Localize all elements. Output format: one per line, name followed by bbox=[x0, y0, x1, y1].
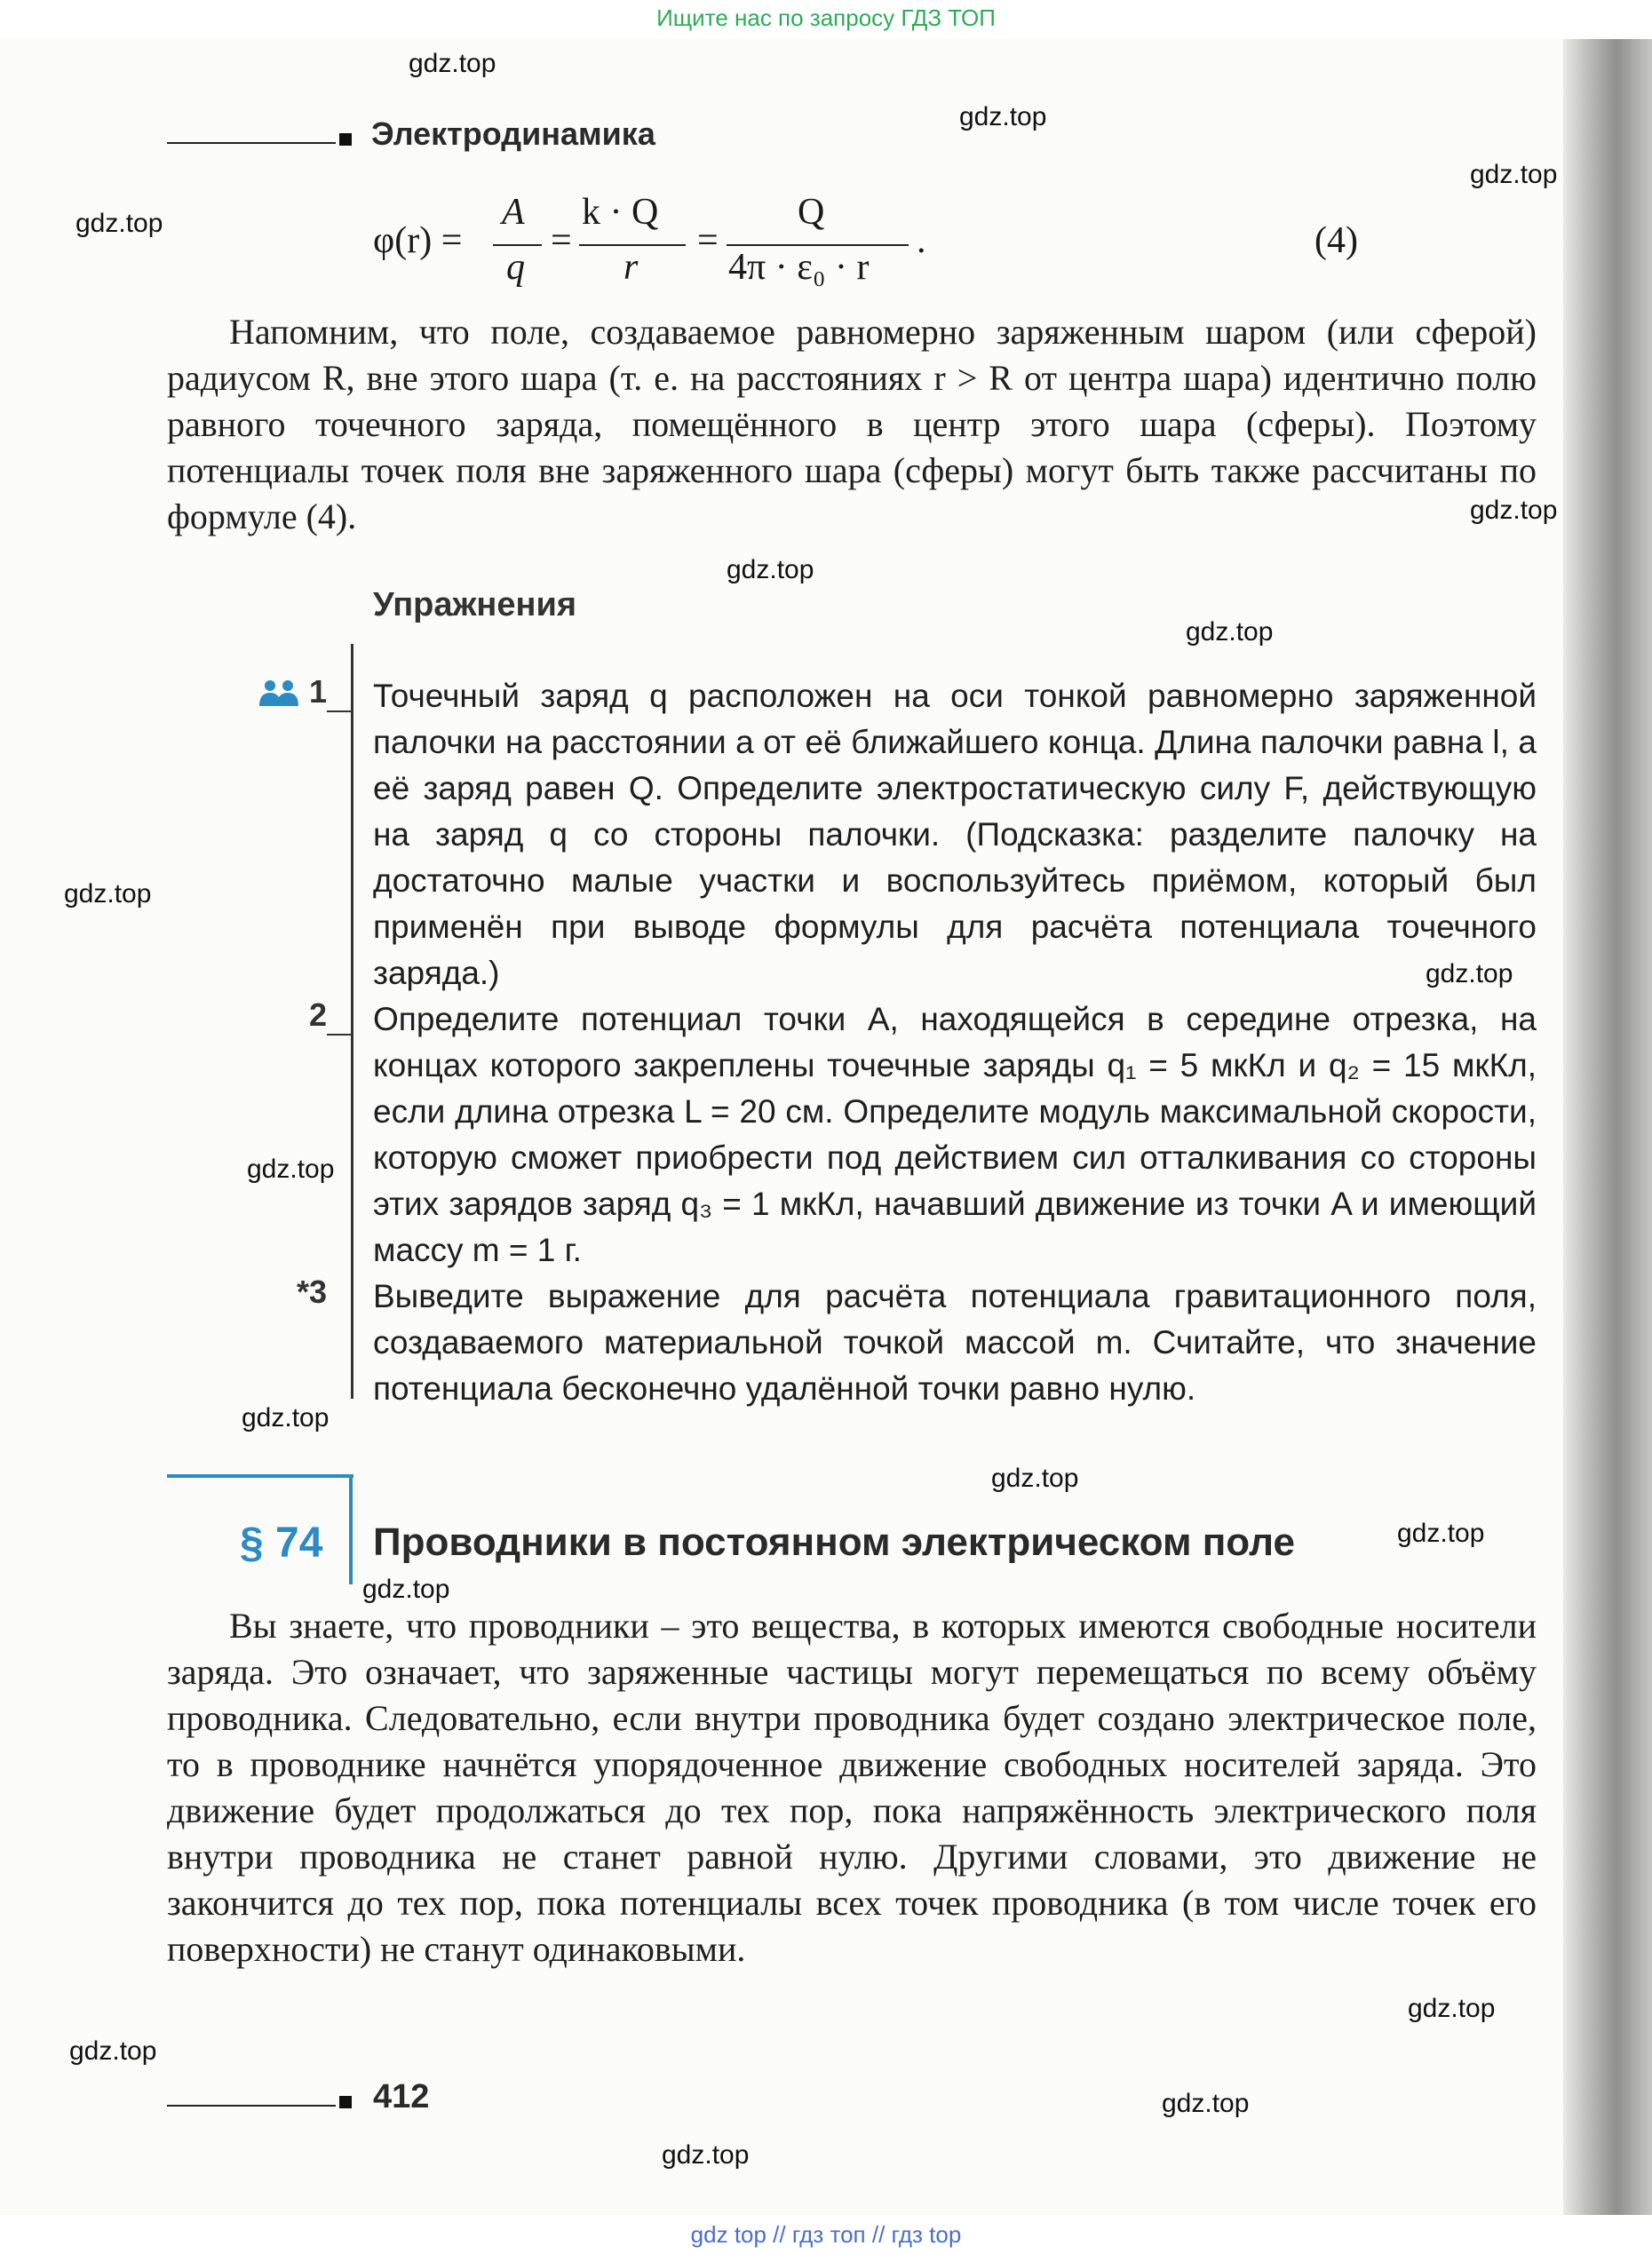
watermark: gdz.top bbox=[959, 102, 1047, 131]
top-banner[interactable]: Ищите нас по запросу ГДЗ ТОП bbox=[656, 4, 996, 31]
watermark: gdz.top bbox=[64, 879, 152, 909]
frac3-numerator: Q bbox=[798, 192, 825, 233]
watermark: gdz.top bbox=[991, 1464, 1079, 1493]
watermark: gdz.top bbox=[1470, 160, 1558, 189]
exercise-3-body: Выведите выражение для расчёта потенциала гравитационного поля, создаваемого материальной точкой массой m. Считайте, что значение потенциала бесконечно удалённой точки равно нулю. bbox=[373, 1278, 1537, 1407]
exercise-number-rule bbox=[327, 710, 352, 712]
watermark: gdz.top bbox=[69, 2036, 157, 2066]
footer-rule bbox=[167, 2105, 336, 2107]
exercise-2-body: Определите потенциал точки A, находящейся в середине отрезка, на концах которого закреплены точечные заряды q₁ = 5 мкКл и q₂ = 15 мкКл, если длина отрезка L = 20 см. Определите модуль максимальной скорости, которую сможет приобрести под действием сил отталкивания со стороны этих зарядов заряд q₃ = 1 мкКл, начавший движение из точки A и имеющий массу m = 1 г. bbox=[373, 1001, 1537, 1268]
bottom-banner[interactable]: gdz top // гдз топ // гдз top bbox=[0, 2215, 1652, 2254]
exercise-number: 2 bbox=[308, 996, 327, 1033]
exercise-2-text bbox=[373, 996, 1537, 1274]
formula-lhs: φ(r) = bbox=[373, 220, 463, 261]
watermark: gdz.top bbox=[1397, 1519, 1485, 1548]
watermark: gdz.top bbox=[247, 1155, 335, 1184]
page-number: 412 bbox=[373, 2078, 430, 2115]
frac1-numerator: A bbox=[502, 192, 525, 233]
equation-number: (4) bbox=[1314, 220, 1358, 261]
exercise-1-text bbox=[373, 673, 1537, 996]
section-number: § 74 bbox=[240, 1520, 323, 1567]
exercise-number: 1 bbox=[308, 673, 327, 710]
exercises-title: Упражнения bbox=[373, 586, 577, 623]
header-square-icon bbox=[339, 133, 352, 146]
header-rule bbox=[167, 142, 336, 144]
formula-4 bbox=[373, 191, 1528, 293]
section-body bbox=[167, 1603, 1537, 1972]
exercise-number-rule bbox=[327, 1034, 352, 1036]
watermark: gdz.top bbox=[662, 2140, 750, 2170]
paragraph-1: Напомним, что поле, создаваемое равномерно заряженным шаром (или сферой) радиусом R, вне этого шара (т. е. на расстояниях r > R от центра шара) идентично полю равного точечного заряда, помещённого в центр этого шара (сферы). Поэтому потенциалы точек поля вне заряженного шара (сферы) могут быть также рассчитаны по формуле (4). bbox=[167, 312, 1537, 536]
watermark: gdz.top bbox=[1186, 617, 1274, 647]
book-spine-shadow bbox=[1563, 39, 1652, 2215]
exercises-vertical-rule bbox=[351, 644, 353, 1399]
equals-sign: = bbox=[551, 220, 572, 261]
frac1-denominator: q bbox=[506, 247, 525, 288]
frac2-denominator: r bbox=[623, 247, 639, 288]
watermark: gdz.top bbox=[1162, 2089, 1250, 2118]
watermark: gdz.top bbox=[1426, 959, 1513, 988]
watermark: gdz.top bbox=[1408, 1994, 1496, 2023]
frac3-denominator: 4π · ε₀ · r bbox=[728, 247, 870, 288]
paragraph-body bbox=[167, 309, 1537, 540]
watermark: gdz.top bbox=[75, 209, 163, 238]
watermark: gdz.top bbox=[409, 49, 496, 78]
watermark: gdz.top bbox=[1470, 496, 1558, 525]
footer-square-icon bbox=[339, 2096, 352, 2108]
exercise-number: *3 bbox=[296, 1274, 327, 1310]
watermark: gdz.top bbox=[242, 1403, 330, 1433]
exercise-3-text bbox=[373, 1274, 1537, 1412]
equals-sign: = bbox=[697, 220, 719, 261]
watermark: gdz.top bbox=[362, 1575, 450, 1604]
frac2-numerator: k · Q bbox=[582, 192, 659, 233]
section-paragraph: Вы знаете, что проводники – это вещества, в которых имеются свободные носители заряда. Это означает, что заряженные частицы могут перемещаться по всему объёму проводника. Следовательно, если внутри проводника будет создано электрическое поле, то в проводнике начнётся упорядоченное движение свободных носителей заряда. Это движение будет продолжаться до тех пор, пока напряжённость электрического поля внутри проводника не станет равной нулю. Другими словами, это движение не закончится до тех пор, пока потенциалы всех точек проводника (в том числе точек его поверхности) не станут одинаковыми. bbox=[167, 1606, 1537, 1969]
chapter-header: Электродинамика bbox=[371, 115, 655, 152]
watermark: gdz.top bbox=[727, 555, 814, 584]
formula-period: . bbox=[917, 220, 926, 261]
exercise-1-body: Точечный заряд q расположен на оси тонкой равномерно заряженной палочки на расстоянии a от её ближайшего конца. Длина палочки равна l, а её заряд равен Q. Определите электростатическую силу F, действующую на заряд q со стороны палочки. (Подсказка: разделите палочку на достаточно малые участки и воспользуйтесь приёмом, который был применён при выводе формулы для расчёта потенциала точечного заряда.) bbox=[373, 678, 1537, 991]
section-title: Проводники в постоянном электрическом поле bbox=[373, 1520, 1295, 1564]
